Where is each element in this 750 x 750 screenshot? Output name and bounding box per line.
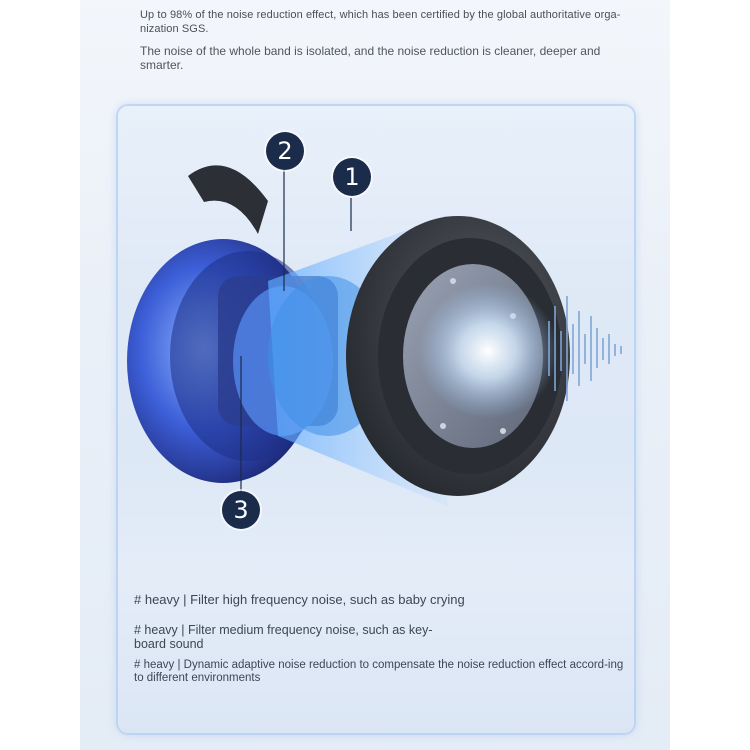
driver-glow bbox=[418, 283, 558, 419]
feature-adaptive: # heavy | Dynamic adaptive noise reduction to compensate the noise reduction effect accord-ing to different environments bbox=[134, 659, 624, 684]
callout-badge-1: 1 bbox=[333, 158, 371, 196]
feature-medium-frequency: # heavy | Filter medium frequency noise, such as key-board sound bbox=[134, 623, 433, 651]
callout-badge-2: 2 bbox=[266, 132, 304, 170]
intro-noise-text: The noise of the whole band is isolated, and the noise reduction is cleaner, deeper and smarter. bbox=[140, 44, 601, 72]
intro-text bbox=[140, 8, 640, 72]
callout-badge-3: 3 bbox=[222, 491, 260, 529]
intro-certification-text: Up to 98% of the noise reduction effect, which has been certified by the global authoritative orga-nization SGS. bbox=[140, 9, 621, 35]
feature-high-frequency: # heavy | Filter high frequency noise, such as baby crying bbox=[134, 592, 465, 607]
headband bbox=[188, 165, 268, 234]
